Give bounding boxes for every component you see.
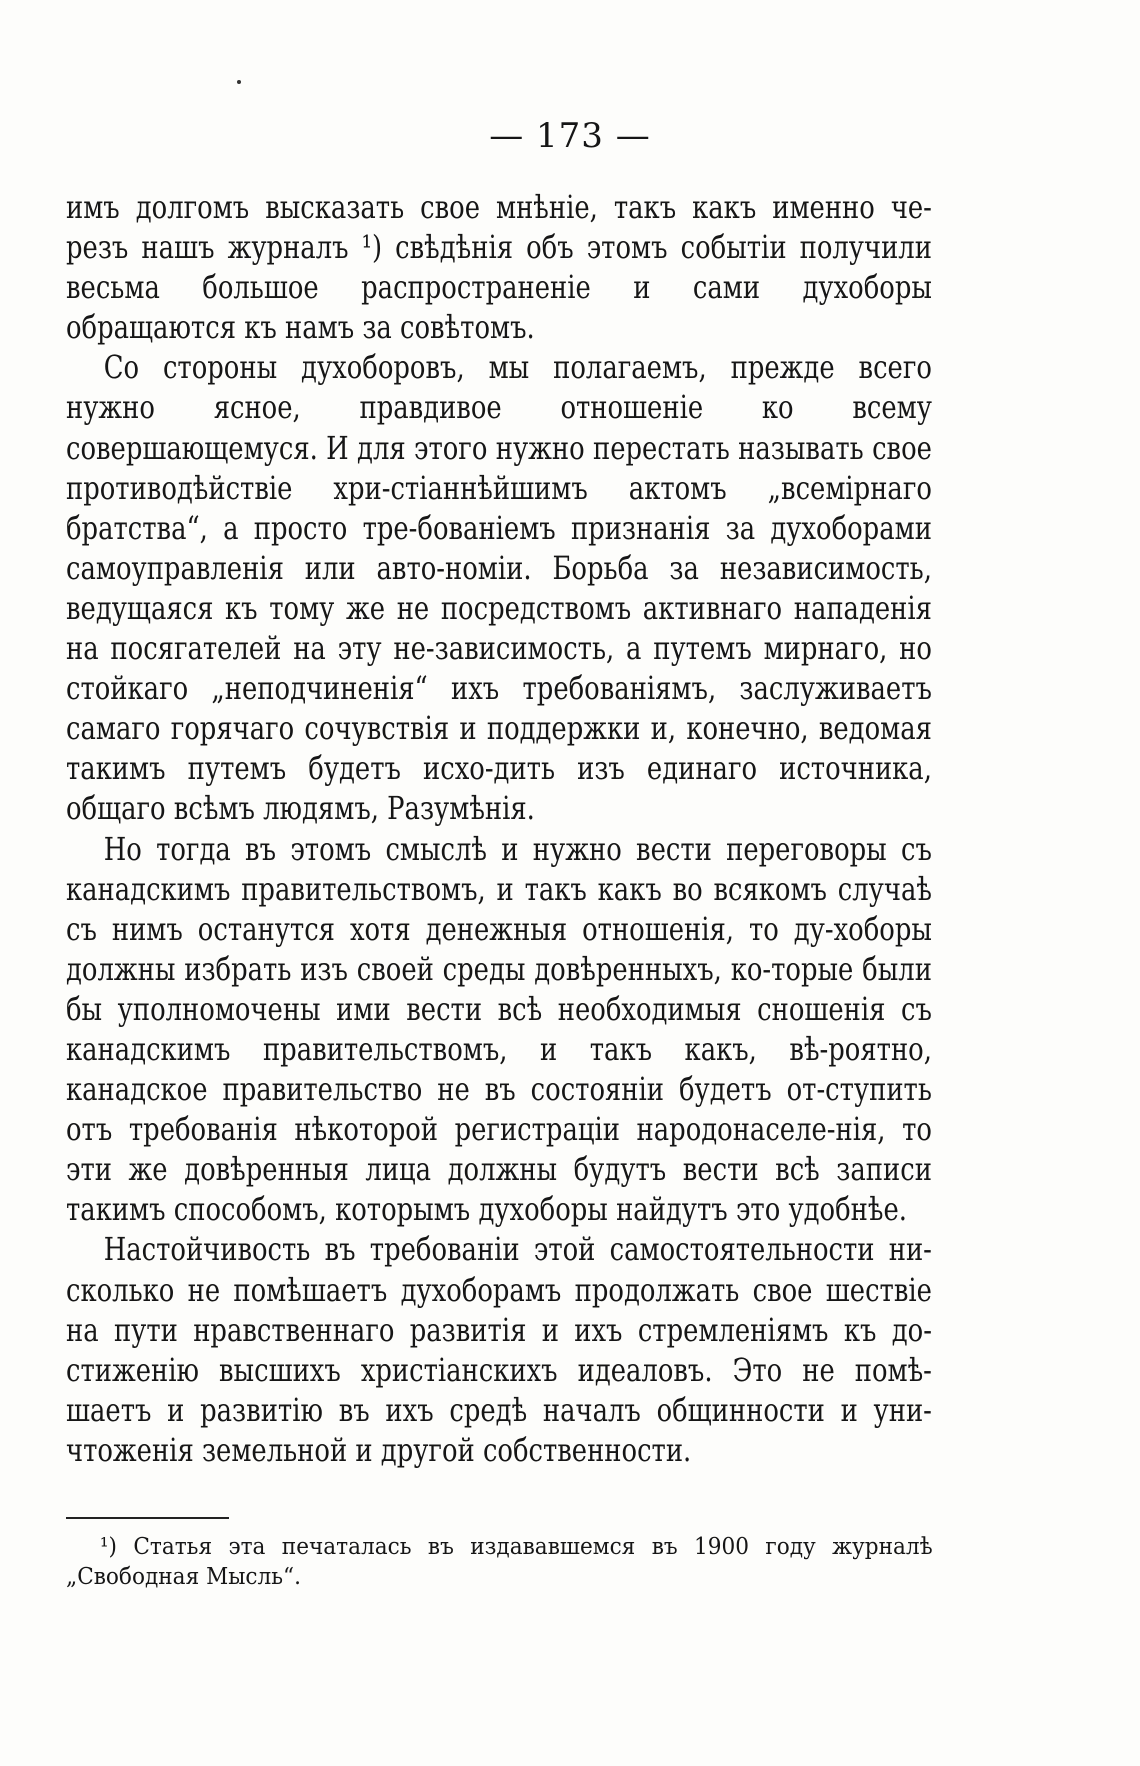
footnote-text: ¹) Статья эта печаталась въ издававшемся въ 1900 году журналѣ „Свободная Мысль“. bbox=[66, 1534, 933, 1590]
paragraph-3: Но тогда въ этомъ смыслѣ и нужно вести переговоры съ канадскимъ правительствомъ, и такъ какъ во всякомъ случаѣ съ нимъ останутся хотя денежныя отношенія, то ду-хоборы должны избрать изъ своей среды довѣренныхъ, ко-торые были бы уполномочены ими вести всѣ необходимыя сношенія съ канадскимъ правительствомъ, и такъ какъ, вѣ-роятно, канадское правительство не въ состояніи будетъ от-ступить отъ требованія нѣкоторой регистраціи народонаселе-нія, то эти же довѣренныя лица должны будутъ вести всѣ записи такимъ способомъ, которымъ духоборы найдутъ это удобнѣе. bbox=[66, 831, 932, 1229]
footnote bbox=[66, 1532, 933, 1592]
main-text bbox=[66, 188, 932, 1471]
paragraph-1: имъ долгомъ высказать свое мнѣніе, такъ какъ именно че-резъ нашъ журналъ ¹) свѣдѣнія объ этомъ событіи получили весьма большое распространеніе и сами духоборы обращаются къ намъ за совѣтомъ. bbox=[66, 190, 932, 347]
print-speck bbox=[237, 80, 241, 84]
paragraph-2: Со стороны духоборовъ, мы полагаемъ, прежде всего нужно ясное, правдивое отношеніе ко всему совершающемуся. И для этого нужно перестать называть свое противодѣйствіе хри-стіаннѣйшимъ актомъ „всемірнаго братства“, а просто тре-бованіемъ признанія за духоборами самоуправленія или авто-номіи. Борьба за независимость, ведущаяся къ тому же не посредствомъ активнаго нападенія на посягателей на эту не-зависимость, а путемъ мирнаго, но стойкаго „неподчиненія“ ихъ требованіямъ, заслуживаетъ самаго горячаго сочувствія и поддержки и, конечно, ведомая такимъ путемъ будетъ исхо-дить изъ единаго источника, общаго всѣмъ людямъ, Разумѣнія. bbox=[66, 350, 932, 828]
page-number: — 173 — bbox=[489, 116, 651, 156]
footnote-divider bbox=[66, 1517, 229, 1519]
paragraph-4: Настойчивость въ требованіи этой самостоятельности ни-сколько не помѣшаетъ духоборамъ продолжать свое шествіе на пути нравственнаго развитія и ихъ стремленіямъ къ до-стиженію высшихъ христіанскихъ идеаловъ. Это не помѣ-шаетъ и развитію въ ихъ средѣ началъ общинности и уни-чтоженія земельной и другой собственности. bbox=[66, 1232, 932, 1469]
